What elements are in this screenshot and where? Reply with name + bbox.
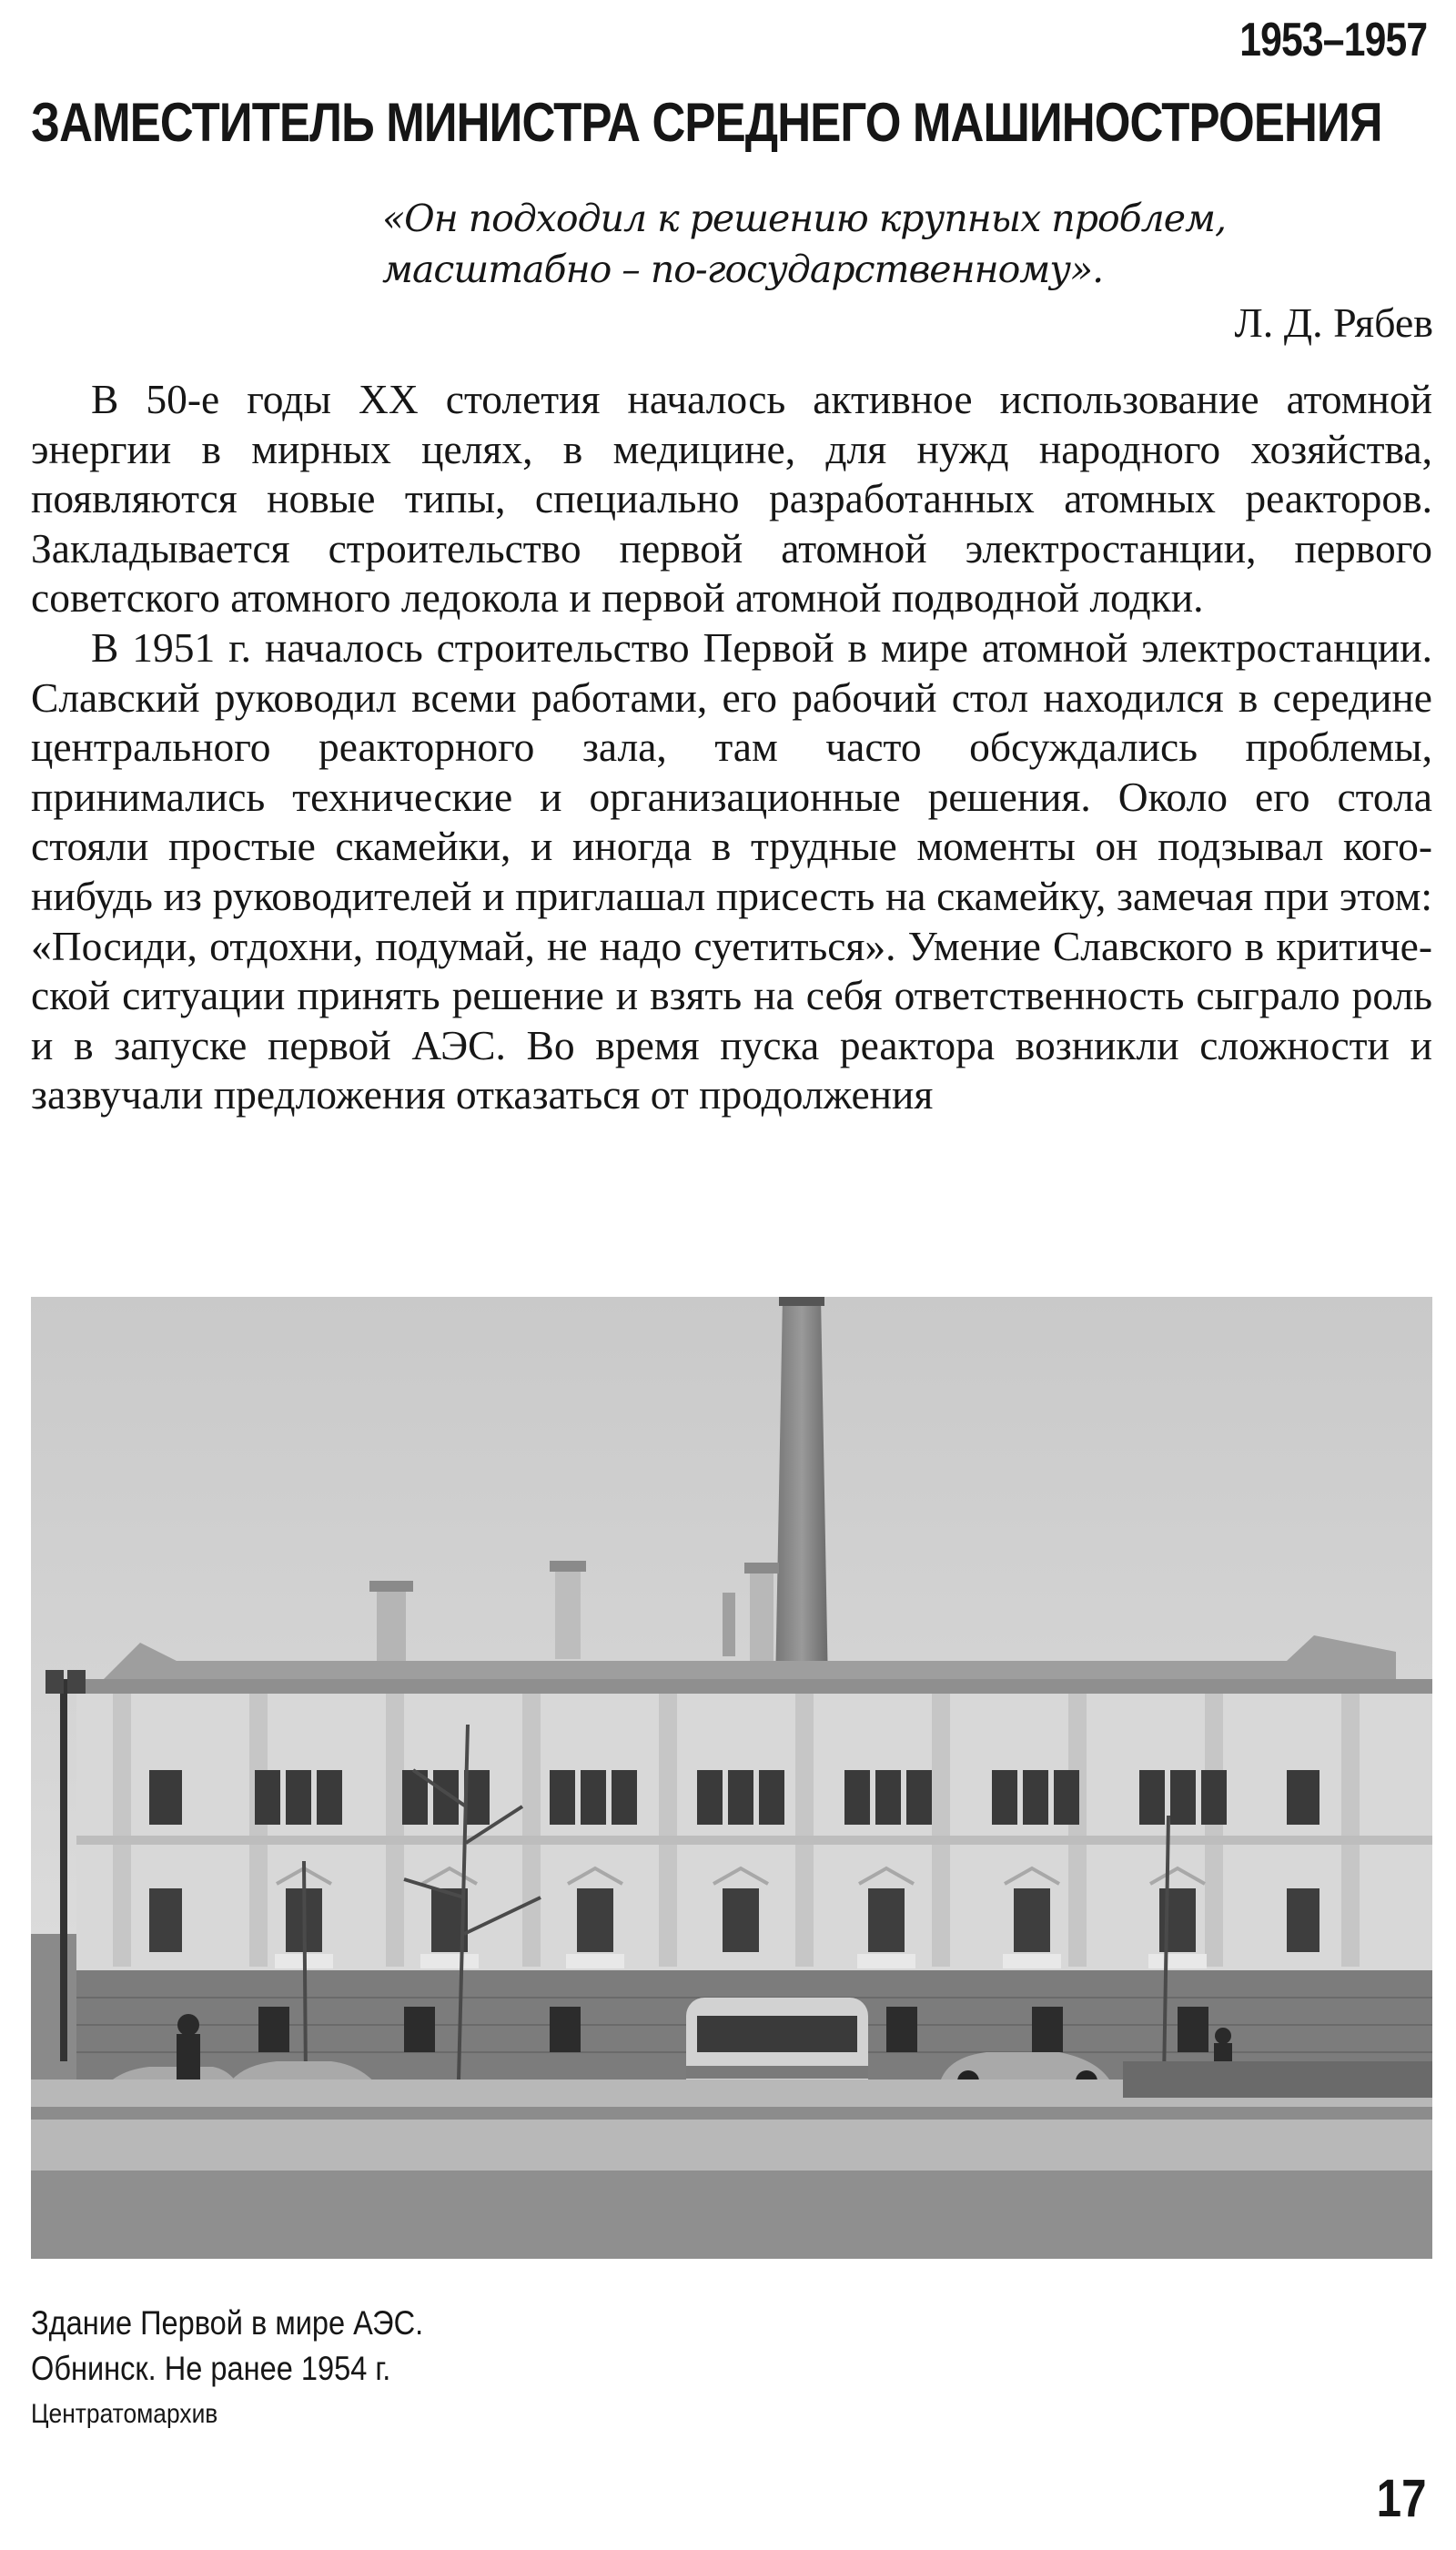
paragraph: В 50-е годы XX столетия началось активное использование атомной энергии в мирных целях, в медицине, для нужд народного хозяйства, появляются новые типы, специально разработанных атомных реакторов. Закладывается строительство первой атомной электростанции, первого советского атомного ледокола и первой атомной подводной лодки.: [31, 376, 1432, 622]
epigraph-line: «Он подходил к решению крупных проблем,: [382, 197, 1227, 240]
photo-illustration: [31, 1297, 1432, 2259]
body-text: [31, 375, 1432, 1120]
epigraph-author: Л. Д. Рябев: [1234, 299, 1433, 346]
chapter-years: 1953–1957: [1239, 14, 1427, 66]
epigraph: [382, 193, 1433, 346]
page-number: 17: [1377, 2469, 1427, 2528]
caption-line: Здание Первой в мире АЭС.: [31, 2304, 424, 2342]
paragraph: В 1951 г. началось строительство Первой в мире атомной электростанции. Славский руководил всеми работами, его рабочий стол находился в середине центрального реакторного зала, там часто обсуждались проблемы, принимались технические и организационные решения. Около его стола стояли простые скамейки, и иногда в трудные моменты он подзывал кого-нибудь из руководителей и приглашал присесть на скамейку, замечая при этом: «Посиди, отдохни, подумай, не надо суетиться». Умение Славского в критической ситуации принять решение и взять на себя ответственность сыграло роль и в запуске первой АЭС. Во время пуска реактора возникли сложности и зазвучали предложения отказаться от продолжения: [31, 623, 1432, 1118]
chapter-title: ЗАМЕСТИТЕЛЬ МИНИСТРА СРЕДНЕГО МАШИНОСТРОЕНИЯ: [31, 92, 1382, 153]
photo-credit: Центратомархив: [31, 2399, 218, 2429]
photo-caption: [31, 2301, 423, 2392]
caption-line: Обнинск. Не ранее 1954 г.: [31, 2350, 391, 2387]
photo-npp-building: [31, 1297, 1432, 2259]
epigraph-line: масштабно – по-государственному».: [382, 248, 1104, 291]
